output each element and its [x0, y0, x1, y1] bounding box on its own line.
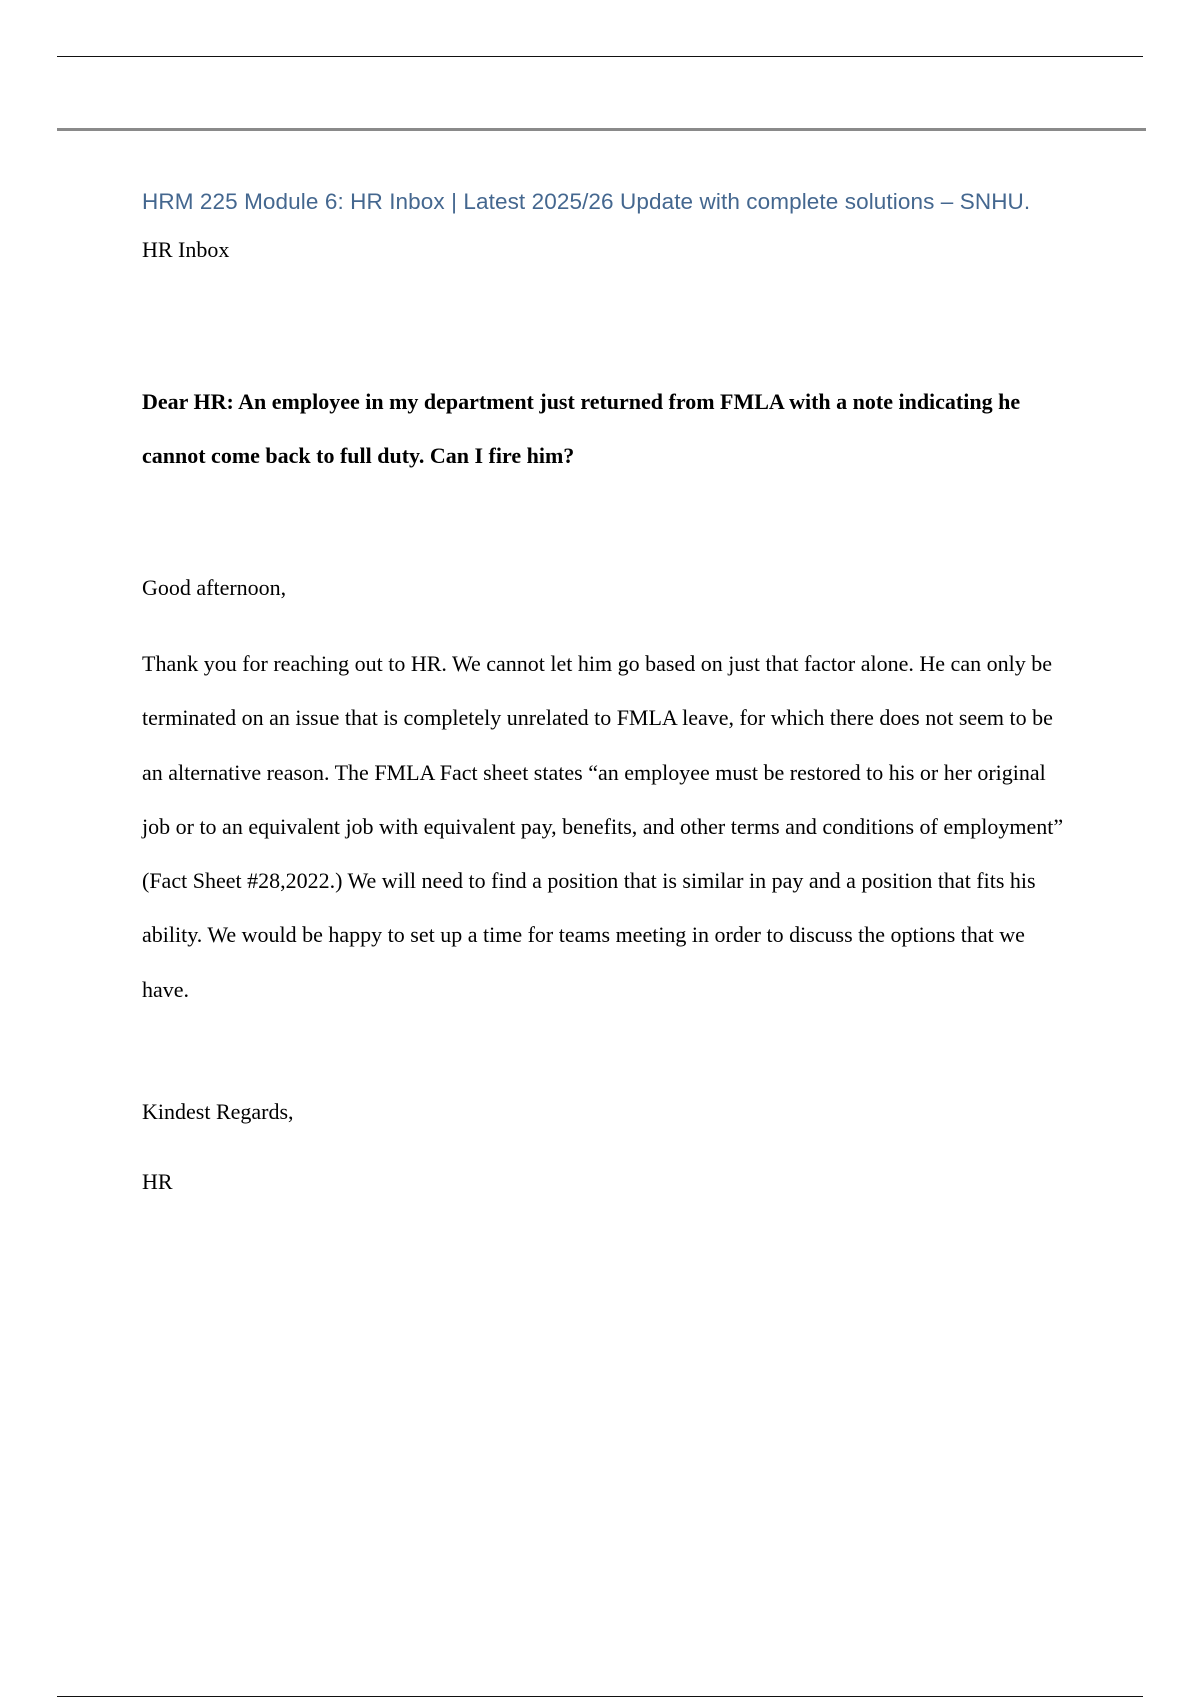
document-body: [142, 186, 1072, 1197]
inquiry-question: Dear HR: An employee in my department just returned from FMLA with a note indicating he cannot come back to full duty. Can I fire him?: [142, 389, 1021, 468]
greeting-line: Good afternoon,: [142, 575, 287, 600]
page-bottom-rule: [57, 1696, 1143, 1697]
document-title: HRM 225 Module 6: HR Inbox | Latest 2025/26 Update with complete solutions – SNHU.: [142, 189, 1031, 214]
header-divider: [57, 128, 1146, 131]
page-top-rule: [57, 56, 1143, 57]
signature: HR: [142, 1169, 173, 1195]
closing-line: Kindest Regards,: [142, 1099, 294, 1125]
document-subtitle: HR Inbox: [142, 237, 230, 262]
response-paragraph: Thank you for reaching out to HR. We cannot let him go based on just that factor alone. He can only be terminated on an issue that is completely unrelated to FMLA leave, for which there does not seem to be an alternative reason. The FMLA Fact sheet states “an employee must be restored to his or her original job or to an equivalent job with equivalent pay, benefits, and other terms and conditions of employment” (Fact Sheet #28,2022.) We will need to find a position that is similar in pay and a position that fits his ability. We would be happy to set up a time for teams meeting in order to discuss the options that we have.: [142, 651, 1064, 1002]
